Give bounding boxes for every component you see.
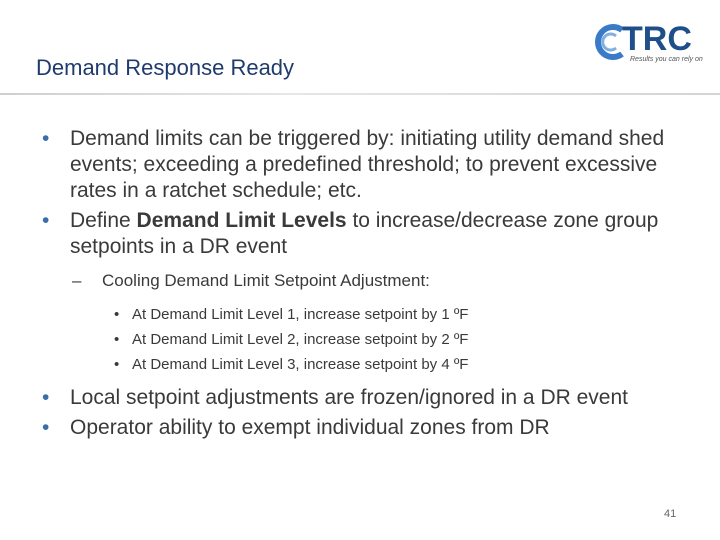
bullet-text: Demand limits can be triggered by: initiating utility demand shed events; exceeding a predefined threshold; to prevent excessive rates in a ratchet schedule; etc. (70, 127, 665, 202)
dash-icon: – (72, 271, 82, 290)
bullet-icon: • (42, 386, 50, 409)
title-divider (0, 93, 720, 95)
logo-tagline: Results you can rely on (630, 56, 703, 63)
level-item (40, 327, 690, 352)
bullet-text-post: to increase/decrease zone group setpoints in a DR event (70, 209, 659, 258)
bullet-text: Operator ability to exempt individual zones from DR (70, 416, 550, 439)
slide-body (40, 126, 690, 445)
bullet-icon: • (42, 209, 50, 232)
slide-title: Demand Response Ready (36, 55, 295, 80)
bullet-text-pre: Define (70, 209, 137, 232)
bullet-icon: • (42, 416, 50, 439)
logo-text: TRC (622, 20, 692, 58)
bullet-item (40, 208, 690, 260)
bullet-icon: • (114, 356, 120, 373)
bullet-icon: • (114, 331, 120, 348)
bullet-item (40, 385, 690, 411)
level-text: At Demand Limit Level 3, increase setpoint by 4 ºF (132, 356, 469, 373)
bullet-icon: • (114, 306, 120, 323)
bullet-text: Local setpoint adjustments are frozen/ignored in a DR event (70, 386, 628, 409)
sub-bullet-item (40, 270, 690, 292)
bullet-item (40, 126, 690, 204)
level-text: At Demand Limit Level 1, increase setpoint by 1 ºF (132, 306, 469, 323)
bullet-icon: • (42, 127, 50, 150)
trc-logo (592, 18, 710, 68)
bullet-item (40, 415, 690, 441)
level-item (40, 352, 690, 377)
level-text: At Demand Limit Level 2, increase setpoint by 2 ºF (132, 331, 469, 348)
bullet-text-bold: Demand Limit Levels (136, 209, 347, 232)
sub-bullet-text: Cooling Demand Limit Setpoint Adjustment: (102, 271, 430, 290)
page-number: 41 (664, 508, 677, 520)
level-item (40, 302, 690, 327)
